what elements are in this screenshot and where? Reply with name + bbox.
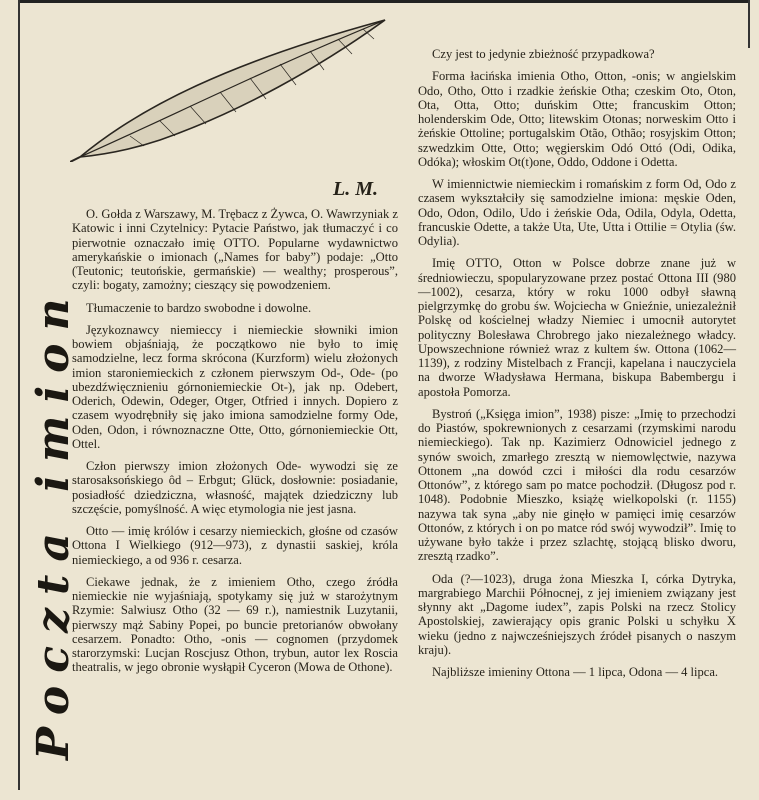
left-text-column [72,207,398,683]
right-text-column [418,47,736,687]
left-border-rule [18,0,20,790]
paragraph: Forma łacińska imienia Otho, Otton, -onis; w angielskim Odo, Otho, Otto i rzadkie żeńskie Otha; czeskim Oto, Oton, Ota, Otta, Otto; duńskim Otte; francuskim Otton; holenderskim Ode, Otto; litewskim Otonas; norweskim Otto i żeńskie Ottoline; portugalskim Otão, Othão; rosyjskim Otton; szwedzkim Otte, Otto; węgierskim Odó Ottó (Odi, Odika, Odóka); włoskim Ot(t)one, Oddo, Oddone i Odetta. [418,69,736,169]
paragraph: O. Gołda z Warszawy, M. Trębacz z Żywca, O. Wawrzyniak z Katowic i inni Czytelnicy: Pytacie Państwo, jak tłumaczyć i co pierwotnie oznaczało imię OTTO. Popularne wydawnictwo amerykańskie o imionach („Names for baby”) podaje: „Otto (Teutonic; teutońskie, germańskie) — wealthy; prosperous”, czyli: bogaty, zamożny; cieszący się powodzeniem. [72,207,398,293]
paragraph: Imię OTTO, Otton w Polsce dobrze znane już w średniowieczu, spopularyzowane przez postać Ottona III (980—1002), cesarza, który w roku 1000 odbył sławną pielgrzymkę do grobu św. Wojciecha w Gnieźnie, uniezależnił Polskę od kościelnej władzy Niemiec i umocnił autorytet polityczny Bolesława Chrobrego jako niezależnego władcy. Upowszechnione również wraz z kultem św. Ottona (1062—1139), z rodziny Mistelbach z Francji, kapelana i nauczyciela na dworze Władysława Hermana, biskupa Babembergu i apostoła Pomorza. [418,256,736,399]
top-border-rule [18,0,748,3]
paragraph: Człon pierwszy imion złożonych Ode- wywodzi się ze starosaksońskiego ôd – Erbgut; Glück, dosłownie: posiadanie, posiadłość dziedziczna, własność, majątek dziedziczny lub szczęście, pomyślność. A więc etymologia nie jest jasna. [72,459,398,516]
author-signature: L. M. [333,178,378,200]
right-border-rule [748,0,750,48]
paragraph: Najbliższe imieniny Ottona — 1 lipca, Odona — 4 lipca. [432,665,719,679]
paragraph: Bystroń („Księga imion”, 1938) pisze: „Imię to przechodzi do Piastów, spokrewnionych z cesarzami (rzymskimi narodu niemieckiego). Tak np. Kazimierz Odnowiciel jednego z synów swoich, zmarłego zresztą w niemowlęctwie, nazywa Ottonem „na dowód czci i miłości dla rodu cesarzów Ottonów”, z którego sam po matce pochodził. (Długosz pod r. 1048). Podobnie Mieszko, książę wielkopolski (r. 1155) nazywa tak syna „aby nie ginęło w pamięci imię cesarzów Ottonów, z których i on po matce ród swój wywodził”. Imię to używane było także i przez szlachtę, stojącą blisko dworu, zresztą rzadko”. [418,406,736,564]
paragraph: Czy jest to jedynie zbieżność przypadkowa? [432,47,655,61]
paragraph: W imiennictwie niemieckim i romańskim z form Od, Odo z czasem wykształciły się samodzielne imiona: męskie Oden, Odo, Odon, Odilo, Udo i żeńskie Oda, Odila, Odyla, Odetta, francuskie Odette, a także Uta, Ute, Utta i Ottilie = Otylia (św. Odylia). [418,177,736,248]
paragraph: Otto — imię królów i cesarzy niemieckich, głośne od czasów Ottona I Wielkiego (912—973), z dynastii saskiej, króla niemieckiego, a od 936 r. cesarza. [72,524,398,567]
paragraph: Tłumaczenie to bardzo swobodne i dowolne. [86,300,312,315]
paragraph: Oda (?—1023), druga żona Mieszka I, córka Dytryka, margrabiego Marchii Północnej, z jej imieniem związany jest słynny akt „Dagome iudex”, zapis Polski na rzecz Stolicy Apostolskiej, zawierający opis granic Polski u schyłku X wieku (jedno z najwcześniejszych źródeł pisanych o naszym kraju). [418,571,736,657]
paragraph: Językoznawcy niemieccy i niemieckie słowniki imion bowiem objaśniają, że początkowo nie było to imię samodzielne, lecz forma skrócona (Kurzform) wielu złożonych imion staroniemieckich z członem pierwszym Od-, Ode- (po ubezdźwięcznieniu górnoniemieckie Ot-), jak np. Odebert, Oderich, Odewin, Odeger, Otger, Otfried i innych. Dopiero z czasem wyodrębniły się jako imiona samodzielne formy Ode, Oden, Odon, i równoznaczne Otte, Otto, górnoniemieckie Ott, Ottel. [72,322,398,451]
quill-pen-illustration [70,12,390,162]
paragraph: Ciekawe jednak, że z imieniem Otho, czego źródła niemieckie nie wyjaśniają, spotykamy się już w starożytnym Rzymie: Salwiusz Otho (32 — 69 r.), namiestnik Luzytanii, pierwszy mąż Sabiny Popei, po buncie pretorianów obwołany cesarzem. Ponadto: Otho, -onis — cognomen (przydomek starorzymski: Lucjan Roscjusz Othon, trybun, autor lex Roscia theatralis, w jego obronie wysłąpił Cyceron (Mowa de Othone). [72,574,398,675]
column-title: Poczta imion [28,285,79,760]
